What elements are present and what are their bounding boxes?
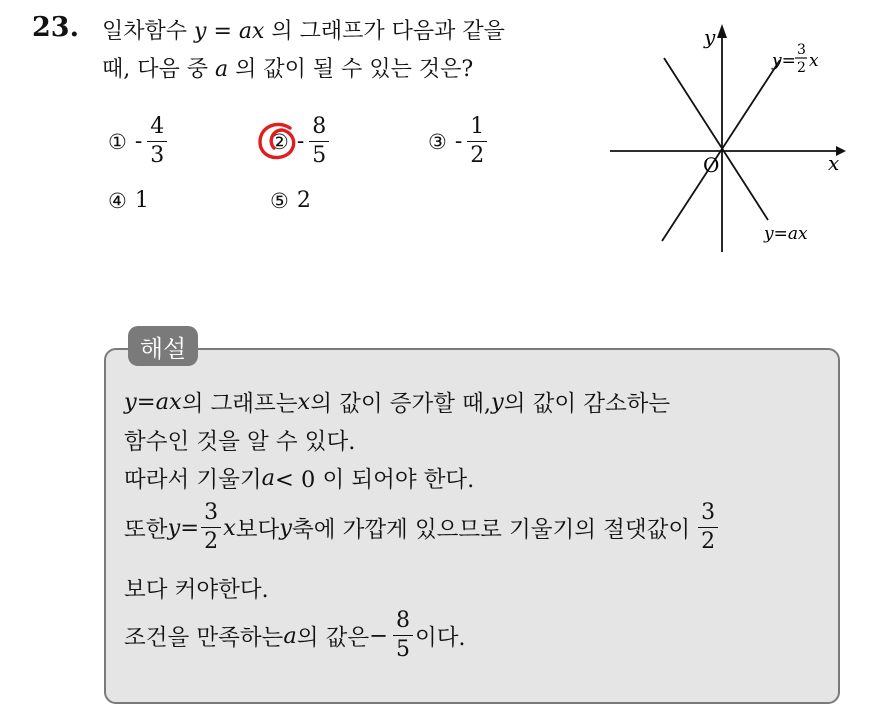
choice-4[interactable] (108, 188, 149, 213)
line2-label: y=ax (764, 224, 808, 244)
choice-1-den: 3 (147, 141, 167, 167)
x-axis-label: x (828, 151, 840, 175)
s3-text-a: 따라서 기울기 (124, 467, 262, 493)
s6-var-a: a (283, 622, 297, 649)
s4-num-2: 3 (701, 500, 716, 525)
line1-label-num: 3 (797, 42, 806, 58)
choice-5-marker: ⑤ (270, 188, 289, 213)
choice-3[interactable] (428, 116, 489, 167)
y-axis-arrow-icon (717, 24, 727, 38)
line-ax (664, 58, 768, 220)
s4-eq: = (180, 514, 200, 541)
s6-num: 8 (395, 608, 410, 633)
s1-eq: = (136, 389, 156, 415)
s3-var-a: a (261, 465, 275, 491)
choice-1-sign: - (134, 129, 143, 154)
s4-num: 3 (204, 500, 219, 525)
s6-sign: − (369, 622, 388, 649)
choice-2-marker: ② (270, 129, 289, 154)
s1-var-y2: y (490, 389, 504, 415)
solution-tag: 해설 (128, 326, 198, 366)
q1-text-a: 일차함수 (102, 19, 195, 44)
s4-text-a: 또한 (124, 516, 168, 543)
s6-fraction (393, 610, 413, 661)
s6-text-c: 이다. (414, 624, 466, 651)
s4-var-y2: y (279, 514, 292, 541)
question-line-2 (102, 52, 473, 83)
s1-var-x: x (297, 389, 311, 415)
choice-4-value: 1 (134, 188, 149, 213)
s4-fraction (201, 502, 221, 553)
s6-text-a: 조건을 만족하는 (124, 624, 284, 651)
s4-text-c: 축에 가깝게 있으므로 기울기의 절댓값이 (291, 516, 691, 543)
choice-2-sign: - (296, 129, 305, 154)
line1-label-den: 2 (797, 60, 806, 76)
q1-var-y: y (194, 19, 207, 44)
s1-var-ax: ax (155, 389, 182, 415)
choice-2-fraction (309, 116, 329, 167)
s3-text-b: < 0 이 되어야 한다. (274, 467, 475, 493)
q1-text-b: 의 그래프가 다음과 같을 (264, 19, 505, 44)
question-line-1 (102, 14, 505, 45)
s4-den: 2 (201, 527, 221, 553)
s6-text-b: 의 값은 (296, 624, 370, 651)
choice-3-marker: ③ (428, 129, 447, 154)
choice-3-sign: - (454, 129, 463, 154)
s4-fraction-2 (698, 502, 718, 553)
solution-line-4 (124, 502, 720, 553)
line1-label-suffix: x (809, 51, 819, 71)
choice-2-den: 5 (309, 141, 329, 167)
choice-3-num: 1 (470, 114, 485, 139)
q2-text-a: 때, 다음 중 (102, 57, 215, 82)
solution-line-3 (124, 462, 474, 494)
choice-3-fraction (467, 116, 487, 167)
choice-5-value: 2 (296, 188, 311, 213)
answer-circle-mark (256, 120, 304, 164)
s1-text-c: 의 값이 감소하는 (503, 391, 671, 417)
s4-den-2: 2 (698, 527, 718, 553)
solution-line-2: 함수인 것을 알 수 있다. (124, 429, 356, 455)
choice-1[interactable] (108, 116, 169, 167)
q1-var-ax: ax (238, 19, 265, 44)
y-axis-label: y (704, 25, 716, 49)
q2-text-b: 의 값이 될 수 있는 것은? (228, 57, 474, 82)
s4-text-b: 보다 (235, 516, 280, 543)
s4-var-y: y (167, 514, 181, 541)
solution-line-5: 보다 커야한다. (124, 577, 269, 603)
s4-var-x: x (223, 514, 236, 541)
choice-1-fraction (147, 116, 167, 167)
choice-2-num: 8 (312, 114, 327, 139)
s1-text-b: 의 값이 증가할 때, (310, 391, 491, 417)
choice-4-marker: ④ (108, 188, 127, 213)
solution-line-1 (124, 386, 670, 418)
line1-label-prefix: y= (772, 51, 796, 71)
origin-label: O (703, 153, 720, 177)
q1-eq: = (206, 19, 239, 44)
function-graph (600, 20, 860, 260)
s1-text-a: 의 그래프는 (181, 391, 298, 417)
s1-var-y: y (124, 389, 137, 415)
choice-3-den: 2 (467, 141, 487, 167)
q2-var-a: a (214, 57, 229, 82)
choice-5[interactable] (270, 188, 311, 213)
s6-den: 5 (393, 635, 413, 661)
choice-1-num: 4 (150, 114, 165, 139)
question-number: 23. (32, 12, 79, 43)
solution-line-6 (124, 610, 466, 661)
choice-1-marker: ① (108, 129, 127, 154)
